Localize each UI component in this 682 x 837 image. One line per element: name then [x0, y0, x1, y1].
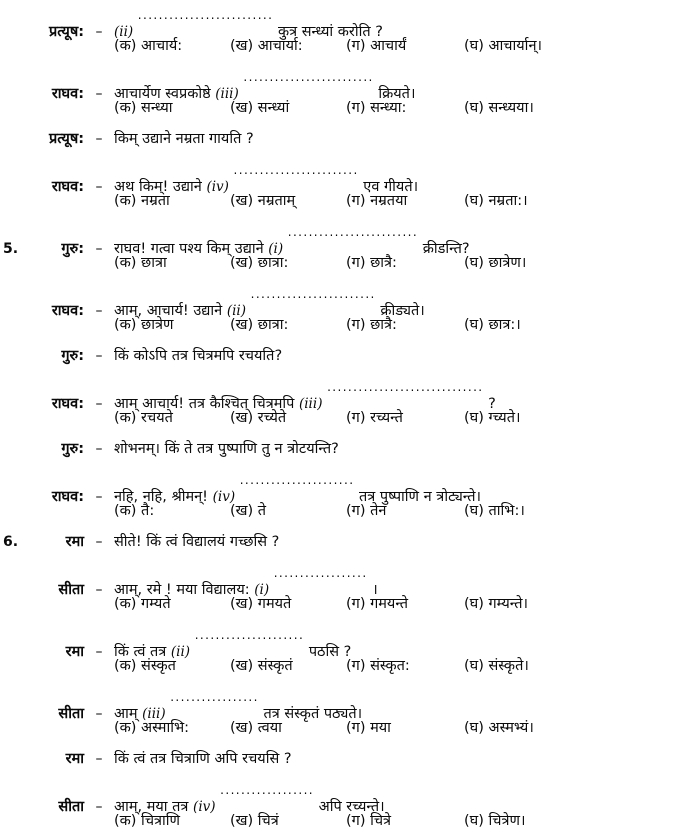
fill-in-blank: .......................... [137, 8, 274, 22]
dialogue-dash: – [95, 751, 103, 767]
option-choice[interactable]: (ग) तेन [346, 503, 387, 519]
dialogue-row [0, 0, 682, 41]
option-choice[interactable]: (ख) त्वया [230, 720, 282, 736]
utterance-text [114, 744, 682, 775]
utterance-suffix: क्रियते। [378, 86, 416, 103]
dialogue-dash: – [95, 644, 103, 661]
option-choice[interactable]: (क) नम्रता [114, 193, 170, 209]
roman-blank-number: (ii) [114, 24, 134, 41]
utterance-suffix: क्रीडन्ति? [422, 241, 470, 258]
options-row [0, 496, 682, 527]
dialogue-row [0, 775, 682, 816]
dialogue-row [0, 279, 682, 320]
option-choice[interactable]: (क) संस्कृत [114, 658, 176, 674]
speaker-label: सीता [58, 706, 84, 723]
fill-in-blank: ......................... [243, 70, 374, 84]
option-choice[interactable]: (ख) छात्रा: [230, 255, 289, 271]
speaker-label: राघव: [51, 179, 84, 196]
question-number: 5. [3, 241, 19, 258]
option-choice[interactable]: (क) छात्रा [114, 255, 167, 271]
option-choice[interactable]: (ग) मया [346, 720, 391, 736]
utterance-text [114, 341, 682, 372]
fill-in-blank: ...................... [239, 473, 355, 487]
fill-in-blank: ........................ [233, 163, 359, 177]
dialogue-row [0, 341, 682, 372]
options-row [0, 403, 682, 434]
dialogue-dash: – [95, 582, 103, 599]
option-choice[interactable]: (ख) ते [230, 503, 267, 519]
dialogue-dash: – [95, 799, 103, 816]
speaker-label: रमा [65, 534, 84, 550]
question-number: 6. [3, 534, 19, 550]
dialogue-row [0, 744, 682, 775]
option-choice[interactable]: (घ) गम्यन्ते। [464, 596, 529, 612]
option-choice[interactable]: (ख) नम्रताम् [230, 193, 296, 209]
utterance-suffix: एव गीयते। [363, 179, 419, 196]
speaker-label: रमा [65, 751, 84, 767]
dialogue-dash: – [95, 179, 103, 196]
dialogue-dash: – [95, 706, 103, 723]
roman-blank-number: (iv) [212, 489, 236, 506]
dialogue-row [0, 217, 682, 258]
dialogue-dash: – [95, 131, 103, 147]
speaker-label: राघव: [51, 396, 84, 413]
options-row [0, 713, 682, 744]
option-choice[interactable]: (ग) सन्ध्या: [346, 100, 407, 116]
utterance-text [114, 434, 682, 465]
option-choice[interactable]: (ख) चित्रं [230, 813, 279, 829]
option-choice[interactable]: (ख) सन्ध्यां [230, 100, 290, 116]
option-choice[interactable]: (ख) गमयते [230, 596, 292, 612]
utterance-suffix: क्रीड्यते। [380, 303, 425, 320]
option-choice[interactable]: (ग) गमयन्ते [346, 596, 409, 612]
roman-blank-number: (i) [268, 241, 284, 258]
utterance-prefix: अथ किम्! उद्याने [114, 179, 202, 196]
fill-in-blank: ................. [170, 690, 259, 704]
utterance-text [114, 124, 682, 155]
dialogue-row [0, 620, 682, 661]
dialogue-dash: – [95, 534, 103, 550]
option-choice[interactable]: (घ) नम्रता:। [464, 193, 528, 209]
speaker-label: राघव: [51, 489, 84, 506]
speaker-label: प्रत्यूष: [48, 131, 84, 147]
dialogue-row [0, 124, 682, 155]
fill-in-blank: .............................. [327, 380, 484, 394]
option-choice[interactable]: (ग) आचार्यं [346, 38, 407, 54]
utterance-prefix: नहि, नहि, श्रीमन्! [114, 489, 208, 506]
utterance-prefix: आम्, आचार्य! उद्याने [114, 303, 223, 320]
dialogue-row [0, 434, 682, 465]
speaker-label: गुरु: [61, 241, 84, 258]
option-choice[interactable]: (ख) छात्रा: [230, 317, 289, 333]
dialogue-row [0, 558, 682, 599]
speaker-label: राघव: [51, 303, 84, 320]
option-choice[interactable]: (घ) संस्कृते। [464, 658, 529, 674]
options-row [0, 248, 682, 279]
fill-in-blank: .................. [273, 566, 368, 580]
option-choice[interactable]: (क) सन्ध्या [114, 100, 173, 116]
dialogue-dash: – [95, 241, 103, 258]
utterance-suffix: तत्र संस्कृतं पठ्यते। [263, 706, 363, 723]
utterance-suffix: ? [488, 396, 496, 413]
utterance-text [114, 527, 682, 558]
option-choice[interactable]: (घ) छात्रेण। [464, 255, 527, 271]
option-choice[interactable]: (ग) नम्रतया [346, 193, 408, 209]
utterance-prefix: किं त्वं तत्र चित्राणि अपि रचयसि ? [114, 751, 292, 767]
utterance-suffix: अपि रच्यन्ते। [318, 799, 385, 816]
dialogue-row [0, 527, 682, 558]
dialogue-dash: – [95, 24, 103, 41]
options-row [0, 93, 682, 124]
speaker-label: गुरु: [61, 441, 84, 457]
dialogue-row [0, 682, 682, 723]
option-choice[interactable]: (घ) आचार्यान्। [464, 38, 542, 54]
option-choice[interactable]: (क) गम्यते [114, 596, 171, 612]
fill-in-blank: ..................... [194, 628, 305, 642]
dialogue-dash: – [95, 86, 103, 103]
dialogue-dash: – [95, 303, 103, 320]
option-choice[interactable]: (क) चित्राणि [114, 813, 181, 829]
options-row [0, 651, 682, 682]
utterance-prefix: आम् [114, 706, 138, 723]
fill-in-blank: ........................ [250, 287, 376, 301]
option-choice[interactable]: (घ) सन्ध्यया। [464, 100, 534, 116]
fill-in-blank: ......................... [287, 225, 419, 239]
speaker-label: सीता [58, 582, 84, 599]
option-choice[interactable]: (क) अस्माभि: [114, 720, 190, 736]
option-choice[interactable]: (क) छात्रेण [114, 317, 174, 333]
utterance-prefix: किं कोऽपि तत्र चित्रमपि रचयति? [114, 348, 283, 364]
options-row [0, 186, 682, 217]
utterance-prefix: किम् उद्याने नम्रता गायति ? [114, 131, 254, 147]
roman-blank-number: (iv) [193, 799, 216, 816]
options-row [0, 589, 682, 620]
option-choice[interactable]: (ख) संस्कृतं [230, 658, 293, 674]
option-choice[interactable]: (क) रचयते [114, 410, 173, 426]
utterance-prefix: किं त्वं तत्र [114, 644, 167, 661]
utterance-prefix: राघव! गत्वा पश्य किम् उद्याने [114, 241, 264, 258]
roman-blank-number: (iii) [215, 86, 239, 103]
dialogue-row [0, 155, 682, 196]
roman-blank-number: (ii) [226, 303, 246, 320]
utterance-suffix: तत्र पुष्पाणि न त्रोट्यन्ते। [359, 489, 482, 506]
dialogue-row [0, 465, 682, 506]
option-choice[interactable]: (घ) ग्च्यते। [464, 410, 521, 426]
roman-blank-number: (i) [254, 582, 270, 599]
speaker-label: सीता [58, 799, 84, 816]
speaker-label: राघव: [51, 86, 84, 103]
options-row [0, 806, 682, 837]
option-choice[interactable]: (घ) छात्र:। [464, 317, 521, 333]
utterance-suffix: पठसि ? [308, 644, 352, 661]
option-choice[interactable]: (घ) ताभि:। [464, 503, 525, 519]
option-choice[interactable]: (ग) संस्कृत: [346, 658, 410, 674]
dialogue-dash: – [95, 441, 103, 457]
option-choice[interactable]: (क) तै: [114, 503, 155, 519]
utterance-prefix: आचार्येण स्वप्रकोष्ठे [114, 86, 211, 103]
dialogue-row [0, 62, 682, 103]
option-choice[interactable]: (ख) रच्येते [230, 410, 287, 426]
option-choice[interactable]: (ग) छात्रै: [346, 255, 397, 271]
dialogue-row [0, 372, 682, 413]
utterance-prefix: सीते! किं त्वं विद्यालयं गच्छसि ? [114, 534, 280, 550]
option-choice[interactable]: (क) आचार्य: [114, 38, 183, 54]
option-choice[interactable]: (ख) आचार्या: [230, 38, 303, 54]
utterance-prefix: आम् आचार्य! तत्र कैश्चित् चित्रमपि [114, 396, 295, 413]
roman-blank-number: (iv) [206, 179, 229, 196]
utterance-prefix: आम्, रमे ! मया विद्यालय: [114, 582, 250, 599]
utterance-prefix: शोभनम्। किं ते तत्र पुष्पाणि तु न त्रोटयन्ति? [114, 441, 339, 457]
roman-blank-number: (iii) [142, 706, 166, 723]
options-row [0, 31, 682, 62]
speaker-label: गुरु: [61, 348, 84, 364]
options-row [0, 310, 682, 341]
utterance-suffix: कुत्र सन्ध्यां करोति ? [277, 24, 383, 41]
utterance-suffix: । [372, 582, 378, 599]
speaker-label: रमा [65, 644, 84, 661]
dialogue-dash: – [95, 348, 103, 364]
roman-blank-number: (iii) [298, 396, 323, 413]
utterance-prefix: आम्, मया तत्र [114, 799, 189, 816]
roman-blank-number: (ii) [170, 644, 191, 661]
option-choice[interactable]: (घ) चित्रेण। [464, 813, 526, 829]
option-choice[interactable]: (ग) छात्रै: [346, 317, 397, 333]
option-choice[interactable]: (घ) अस्मभ्यं। [464, 720, 534, 736]
dialogue-dash: – [95, 489, 103, 506]
dialogue-dash: – [95, 396, 103, 413]
option-choice[interactable]: (ग) चित्रे [346, 813, 392, 829]
speaker-label: प्रत्यूष: [48, 24, 84, 41]
fill-in-blank: .................. [220, 783, 315, 797]
option-choice[interactable]: (ग) रच्यन्ते [346, 410, 403, 426]
